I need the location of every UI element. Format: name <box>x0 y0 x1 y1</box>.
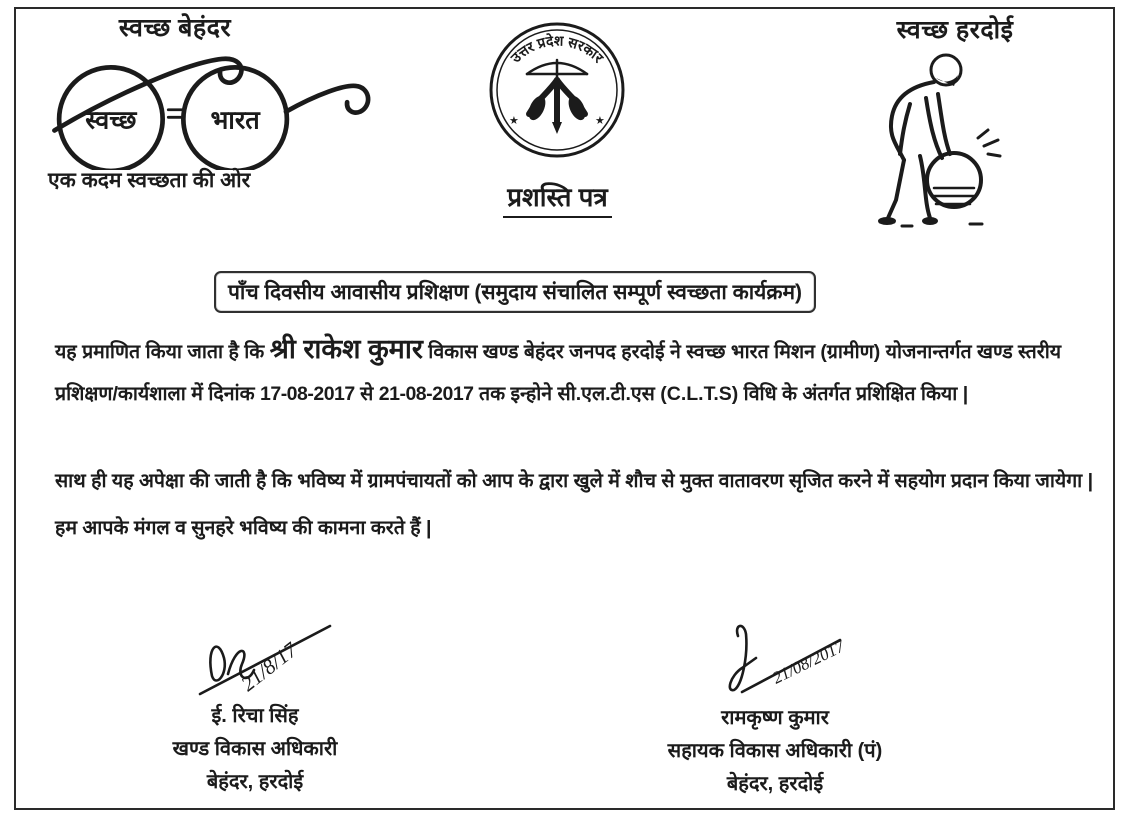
glasses-left-lens-label: स्वच्छ <box>85 106 137 135</box>
p1-after-name: विकास खण्ड बेहंदर जनपद हरदोई ने स्वच्छ भारत मिशन (ग्रामीण) योजनान्तर्गत खण्ड स्तरीय प्रशिक्षण/कार्यशाला में दिनांक <box>55 341 1062 405</box>
signatory-designation-left: खण्ड विकास अधिकारी <box>172 738 338 760</box>
p1-between-dates: से <box>354 383 379 405</box>
left-corner-title: स्वच्छ बेहंदर <box>118 14 232 42</box>
glasses-right-lens-label: भारत <box>210 106 260 135</box>
signatory-place-right: बेहंदर, हरदोई <box>726 773 824 795</box>
signature-date-left: 21/8/17 <box>236 637 302 696</box>
swachh-bharat-glasses-icon <box>35 42 375 170</box>
signature-block-right <box>620 622 930 801</box>
signatory-name-left: ई. रिचा सिंह <box>211 705 299 727</box>
signature-scrawl-right-icon <box>690 622 900 702</box>
certification-paragraph <box>55 328 1080 415</box>
p1-after-dates: तक इन्होने सी.एल.टी.एस (C.L.T.S) विधि के अंतर्गत प्रशिक्षित किया | <box>473 383 969 405</box>
seal-star-left: ★ <box>509 115 519 127</box>
recipient-name: श्री राकेश कुमार <box>269 334 423 364</box>
training-heading-box <box>214 271 816 313</box>
certificate-title-wrap <box>460 178 655 218</box>
signatory-name-right: रामकृष्ण कुमार <box>721 707 829 729</box>
gandhi-sketch-icon <box>850 42 1020 232</box>
training-end-date: 21-08-2017 <box>378 383 474 405</box>
signature-scrawl-left-icon <box>190 618 380 700</box>
certificate-title: प्रशस्ति पत्र <box>503 178 612 218</box>
signature-block-left <box>120 618 390 799</box>
training-heading-text: पाँच दिवसीय आवासीय प्रशिक्षण (समुदाय संचालित सम्पूर्ण स्वच्छता कार्यक्रम) <box>214 271 816 313</box>
signature-date-right: 21/08/2017 <box>769 636 848 688</box>
expectation-paragraph <box>55 458 1095 552</box>
up-government-seal-icon <box>487 18 627 162</box>
right-corner-title: स्वच्छ हरदोई <box>896 16 1014 44</box>
p1-before-name: यह प्रमाणित किया जाता है कि <box>55 341 270 363</box>
p2-line2: हम आपके मंगल व सुनहरे भविष्य की कामना करते हैं | <box>55 517 432 539</box>
training-start-date: 17-08-2017 <box>260 383 355 405</box>
p2-line1: साथ ही यह अपेक्षा की जाती है कि भविष्य में ग्रामपंचायतों को आप के द्वारा खुले में शौच से मुक्त वातावरण सृजित करने में सहयोग प्रदान किया जायेगा | <box>55 470 1094 492</box>
left-tagline: एक कदम स्वच्छता की ओर <box>48 169 251 192</box>
signatory-designation-right: सहायक विकास अधिकारी (पं) <box>667 740 883 762</box>
seal-star-right: ★ <box>595 115 605 127</box>
signatory-place-left: बेहंदर, हरदोई <box>206 771 304 793</box>
seal-circular-text: उत्तर प्रदेश सरकार <box>507 32 607 66</box>
